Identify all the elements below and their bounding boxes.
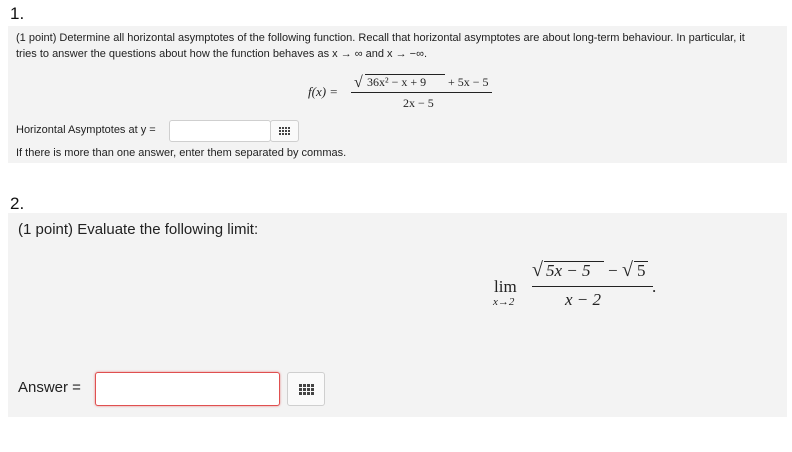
limit-trailing-period: . bbox=[652, 277, 657, 296]
question-2-panel bbox=[8, 213, 787, 417]
question-1-panel bbox=[8, 26, 787, 163]
limit-word: lim bbox=[494, 277, 517, 296]
question-1-number: 1. bbox=[10, 4, 25, 23]
limit-answer-input[interactable] bbox=[95, 372, 280, 406]
sqrt-symbol: √ bbox=[354, 74, 363, 91]
multiple-answers-hint: If there is more than one answer, enter them separated by commas. bbox=[16, 147, 347, 159]
limit-numerator-radicand-1: 5x − 5 bbox=[546, 261, 591, 280]
function-fraction-bar bbox=[351, 92, 492, 93]
question-2-prompt: (1 point) Evaluate the following limit: bbox=[18, 221, 259, 238]
limit-fraction-bar bbox=[532, 286, 653, 287]
limit-numerator-minus: − bbox=[608, 261, 618, 280]
question-1-prompt-line-1: (1 point) Determine all horizontal asymptotes of the following function. Recall that horizontal asymptotes are about long-term behaviour. In particular, it bbox=[16, 32, 745, 44]
question-1-prompt-line-2: tries to answer the questions about how the function behaves as x → ∞ and x → −∞. bbox=[16, 48, 427, 60]
function-numerator-radicand: 36x² − x + 9 bbox=[367, 75, 427, 89]
horizontal-asymptotes-label: Horizontal Asymptotes at y = bbox=[16, 124, 156, 136]
horizontal-asymptotes-input[interactable] bbox=[169, 120, 271, 142]
limit-numerator-radicand-2: 5 bbox=[637, 261, 646, 280]
answer-label: Answer = bbox=[18, 379, 81, 396]
grid-keypad-icon bbox=[279, 127, 290, 135]
function-denominator: 2x − 5 bbox=[403, 96, 434, 110]
equation-editor-button-1[interactable] bbox=[270, 120, 299, 142]
equation-editor-button-2[interactable] bbox=[287, 372, 325, 406]
question-2-number: 2. bbox=[10, 194, 25, 213]
sqrt-symbol-1: √ bbox=[532, 259, 543, 281]
limit-subscript: x→2 bbox=[493, 296, 515, 308]
sqrt-symbol-2: √ bbox=[622, 259, 633, 281]
function-lhs: f(x) = bbox=[308, 84, 339, 99]
limit-denominator: x − 2 bbox=[565, 290, 602, 309]
function-numerator-rest: + 5x − 5 bbox=[448, 75, 489, 89]
grid-keypad-icon bbox=[299, 384, 314, 395]
